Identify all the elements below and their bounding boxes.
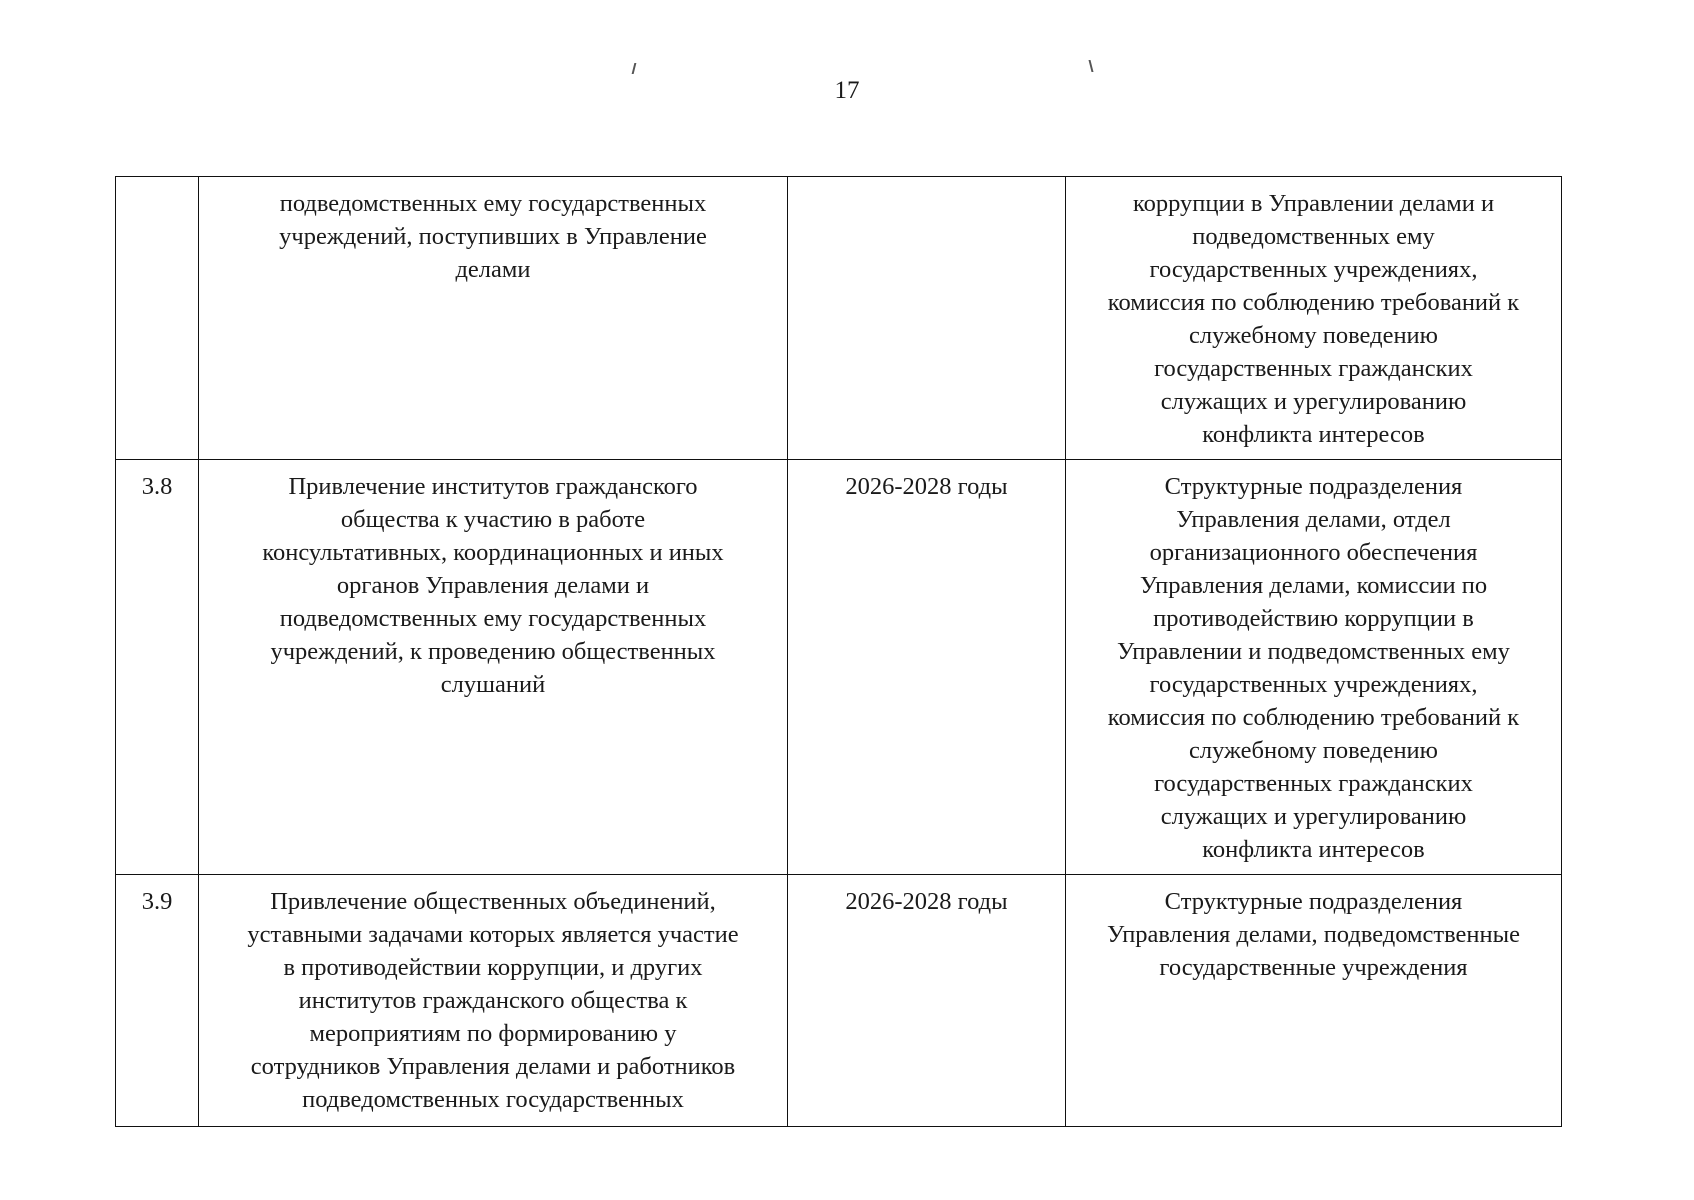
row-number: 3.8	[141, 473, 173, 500]
activity-text: подведомственных ему государственных учреждений, поступивших в Управление делами	[279, 190, 707, 283]
activity-cell	[199, 177, 788, 460]
row-number: 3.9	[141, 888, 173, 915]
term-text: 2026-2028 годы	[845, 473, 1008, 500]
responsible-text: коррупции в Управлении делами и подведомственных ему государственных учреждениях, комиссия по соблюдению требований к служебному поведению государственных гражданских служащих и урегулированию конфликта интересов	[1107, 190, 1520, 448]
responsible-cell	[1066, 460, 1562, 875]
activity-text: Привлечение общественных объединений, уставными задачами которых является участие в противодействии коррупции, и других институтов гражданского общества к мероприятиям по формированию у сотрудников Управления делами и работников подведомственных государственных	[247, 888, 739, 1113]
activity-text: Привлечение институтов гражданского общества к участию в работе консультативных, координационных и иных органов Управления делами и подведомственных ему государственных учреждений, к проведению общественных слушаний	[262, 473, 724, 698]
responsible-text: Структурные подразделения Управления делами, отдел организационного обеспечения Управления делами, комиссии по противодействию коррупции в Управлении и подведомственных ему государственных учреждениях, комиссия по соблюдению требований к служебному поведению государственных гражданских служащих и урегулированию конфликта интересов	[1107, 473, 1520, 863]
term-cell	[788, 177, 1066, 460]
scan-artifact-mark	[632, 63, 637, 74]
responsible-cell	[1066, 875, 1562, 1127]
term-cell	[788, 460, 1066, 875]
term-cell	[788, 875, 1066, 1127]
row-number-cell	[116, 460, 199, 875]
table-row	[116, 875, 1562, 1127]
row-number-cell	[116, 177, 199, 460]
scan-artifact-mark	[1089, 60, 1094, 72]
activity-cell	[199, 460, 788, 875]
row-number-cell	[116, 875, 199, 1127]
responsible-cell	[1066, 177, 1562, 460]
page-number: 17	[834, 77, 860, 104]
responsible-text: Структурные подразделения Управления делами, подведомственные государственные учреждения	[1107, 888, 1520, 981]
term-text: 2026-2028 годы	[845, 888, 1008, 915]
measures-table	[115, 176, 1562, 1127]
activity-cell	[199, 875, 788, 1127]
table-row	[116, 177, 1562, 460]
table-row	[116, 460, 1562, 875]
